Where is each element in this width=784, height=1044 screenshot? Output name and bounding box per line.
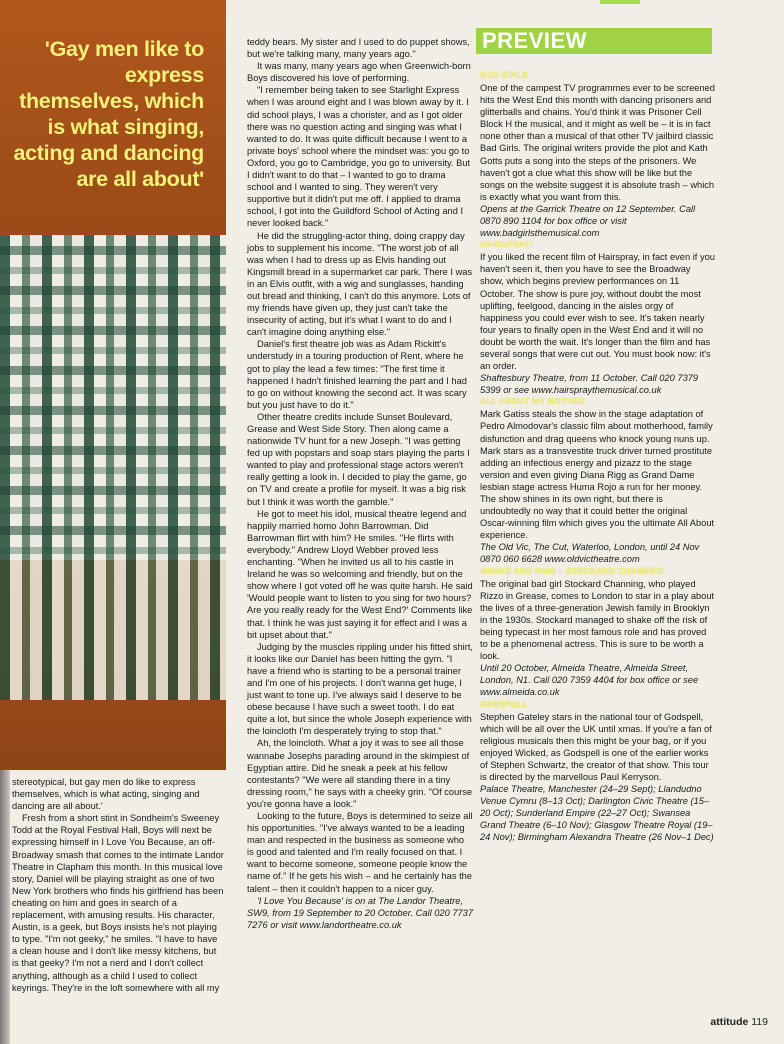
preview-item-info: Opens at the Garrick Theatre on 12 September. Call 0870 890 1104 for box office or visit www.badgirlsthemusical.com — [480, 203, 696, 239]
preview-item-body: If you liked the recent film of Hairspray, in fact even if you haven't seen it, then you have to see the Broadway show, which begins preview performances on 11 October. The show is pure joy, without doubt the most uplifting, feelgood, dancing in the aisles orgy of happiness you could ever wish to see. It's taken nearly four years to finally open in the West End and it will no doubt be worth the wait. It's longer than the film and has several songs that were cut out. You must book now: it's an order. — [480, 252, 715, 372]
preview-item-godspell — [480, 699, 716, 844]
plaid-shirt-image-lower — [0, 560, 226, 700]
paragraph: Ah, the loincloth. What a joy it was to see all those wannabe Josephs parading around in the skimpiest of Egyptian attire. Did he sneak a peek at his fellow contestants? "We were all standing there in a tiny dressing room," he says with a cheeky grin. "Of course you're gonna have a look." — [247, 738, 473, 809]
paragraph: teddy bears. My sister and I used to do puppet shows, but we're talking many, many years ago." — [247, 37, 470, 60]
article-credit: 'I Love You Because' is on at The Landor Theatre, SW9, from 19 September to 20 October. Call 020 7737 7276 or visit www.landortheatre.co.uk — [247, 895, 473, 930]
preview-item-title: GODSPELL — [480, 699, 528, 709]
top-accent-strip — [600, 0, 640, 4]
article-column-left — [12, 776, 224, 994]
page-number: 119 — [751, 1016, 768, 1028]
preview-item-hairspray — [480, 239, 716, 396]
paragraph: Other theatre credits include Sunset Boulevard, Grease and West Side Story. Then along came a nationwide TV hunt for a new Joseph. "I was getting fed up with popstars and soap stars playing the parts I wanted to play and professional stage actors weren't really getting a look in. I decided to play the game, go on TV and create a profile for myself. It was a big risk but I think it was worth the gamble." — [247, 411, 470, 507]
paragraph: He got to meet his idol, musical theatre legend and happily married homo John Barrowman. Did Barrowman flirt with him? He smiles. "He flirts with everybody." Andrew Lloyd Webber proved less enchanting. "When he invited us all to his castle in Ireland he was so welcoming and friendly, but on the show where I got voted off he was quite harsh. He said 'Would people want to listen to you sing for two hours? Are you really ready for the West End?' Comments like that. I think he was just saying it for effect and I was a bit upset about that." — [247, 508, 473, 640]
preview-item-body: One of the campest TV programmes ever to be screened hits the West End this month with dancing prisoners and glitterballs and chains. You'd think it was Prisoner Cell Block H the musical, and it might as well be – it is in fact none other than a musical of that other TV jailbird classic Bad Girls. The original writers provide the plot and Kath Gotts puts a song into the steps of the prisoners. We haven't got a clue what this show will be like but the songs on the website suggest it is absolute trash – which is exactly what you want from this. — [480, 83, 715, 202]
paragraph: Fresh from a short stint in Sondheim's Sweeney Todd at the Royal Festival Hall, Boys will next be expressing himself in I Love You Because, an off-Broadway smash that comes to the intimate Landor Theatre in Clapham this month. In this musical love story, Daniel will be playing straight as one of two New York brothers who finds his girlfriend has been cheating on him and goes in search of a replacement, with amusing results. His character, Austin, is a geek, but Boys insists he's not playing to type. "I'm not geeky," he smiles. "I have to have a clean house and I don't like messy kitchens, but is that geeky? I'm not a nerd and I don't collect anything, although as a child I used to collect keyrings. They're in the loft somewhere with all my — [12, 813, 224, 993]
preview-item-bad-girls — [480, 70, 716, 239]
preview-item-body: The original bad girl Stockard Channing, who played Rizzo in Grease, comes to London to star in a play about the lives of a three-generation Jewish family in Brooklyn in the 1930s. Stockard managed to shake off the risk of being typecast in her most famous role and has proved to be a phenomenal actress. This is sure to be worth a look. — [480, 578, 715, 662]
pull-quote: 'Gay men like to express themselves, which is what singing, acting and dancing are all about' — [13, 37, 204, 191]
paragraph: Daniel's first theatre job was as Adam Rickitt's understudy in a touring production of Rent, where he got to play the lead a few times: "The first time it happened I hadn't finished learning the part and I had to go on without knowing the second act. It was scary but you just have to do it." — [247, 339, 467, 410]
magazine-brand: attitude — [710, 1016, 749, 1028]
preview-item-title: BAD GIRLS — [480, 71, 528, 80]
preview-item-info: The Old Vic, The Cut, Waterloo, London, until 24 Nov 0870 060 6628 www.oldvictheatre.com — [480, 542, 700, 565]
preview-item-title: AWAKE AND SING – STOCKARD CHANNING — [480, 566, 664, 576]
preview-heading: PREVIEW — [476, 28, 712, 54]
preview-item-body: Mark Gatiss steals the show in the stage adaptation of Pedro Almodovar's classic film about motherhood, family disfunction and drag queens who knock young nuns up. Mark stars as a transvestite truck driver turned prostitute adding an infectious energy and pizazz to the stage version and even giving Diana Rigg as Grand Dame lesbian stage actress Huma Rojo a run for her money. The show shines in its own right, but there is undoubtedly no way that it could better the original Oscar-winning film which gives you the ultimate All About experience. — [480, 409, 715, 541]
paragraph: He did the struggling-actor thing, doing crappy day jobs to supplement his income. "The worst job of all was when I had to dress up as Elvis handing out Kingsmill bread in a supermarket car park. There I was in an Elvis outfit, with a wig and sunglasses, handing out bread and thinking, I can't do this anymore. Lots of my friends have given up, they just can't take the insecurity of acting, but it's what I want to do and I can't imagine doing anything else." — [247, 230, 473, 338]
page-footer — [710, 1016, 768, 1028]
preview-item-awake-and-sing — [480, 566, 716, 699]
preview-item-all-about-my-mother — [480, 396, 716, 565]
preview-item-info: Until 20 October, Almeida Theatre, Almeida Street, London, N1. Call 020 7359 4404 for box office or see www.almeida.co.uk — [480, 663, 699, 698]
preview-item-title: HAIRSPRAY! — [480, 240, 534, 250]
paragraph: Judging by the muscles rippling under his fitted shirt, it looks like our Daniel has been hitting the gym. "I have a friend who is starting to be a personal trainer and I'm one of his projects. I don't wanna get huge, I just want to tone up. I've always said I deserve to be obese because I have such a sweet tooth. I do eat quite a lot, but since the whole Joseph experience with the loincloth I'm desperately trying to stop that." — [247, 641, 474, 737]
article-column-middle — [247, 36, 473, 931]
preview-item-body: Stephen Gateley stars in the national tour of Godspell, which will be all over the UK until xmas. If you're a fan of religious musicals then this might be your bag, or if you enjoyed Wicked, as Godspell is one of the earlier works of Stephen Schwartz, the creator of that show. This tour is directed by the marvellous Paul Kerryson. — [480, 711, 712, 782]
paragraph: stereotypical, but gay men do like to express themselves, which is what acting, singing and dancing are all about.' — [12, 777, 200, 812]
paragraph: Looking to the future, Boys is determined to seize all his opportunities. "I've always wanted to be a leading man and respected in the business as someone who is good and talented and I'm really focused on that. I want to become someone, someone people know the name of." If he gets his wish – and he certainly has the talent – then it couldn't happen to a nicer guy. — [247, 811, 473, 894]
preview-item-title: ALL ABOUT MY MOTHER — [480, 397, 585, 407]
paragraph: It was many, many years ago when Greenwich-born Boys discovered his love of performing. — [247, 61, 471, 84]
preview-item-info: Palace Theatre, Manchester (24–29 Sept); Llandudno Venue Cymru (8–13 Oct); Darlington Civic Theatre (15–20 Oct); Sunderland Empire (22–27 Oct); Swansea Grand Theatre (6–10 Nov); Glasgow Theatre Royal (19–24 Nov); Birmingham Alexandra Theatre (26 Nov–1 Dec) — [480, 784, 714, 843]
preview-item-info: Shaftesbury Theatre, from 11 October. Call 020 7379 5399 or see www.hairspraythemusical.co.uk — [480, 373, 699, 396]
paragraph: "I remember being taken to see Starlight Express when I was around eight and I was blown away by it. I did school plays, I was a chorister, and as I got older there was no question acting and singing was what I wanted to do. It was quite difficult because I went to a private boys' school where the mindset was: you go to Oxford, you go to Cambridge, you go to university. But I didn't want to do that – I wanted to go to drama school and I wanted to sing. They weren't very supportive but it didn't put me off. I applied to drama school, I got into the Guildford School of Acting and I never looked back." — [247, 85, 471, 229]
preview-column — [480, 70, 716, 844]
